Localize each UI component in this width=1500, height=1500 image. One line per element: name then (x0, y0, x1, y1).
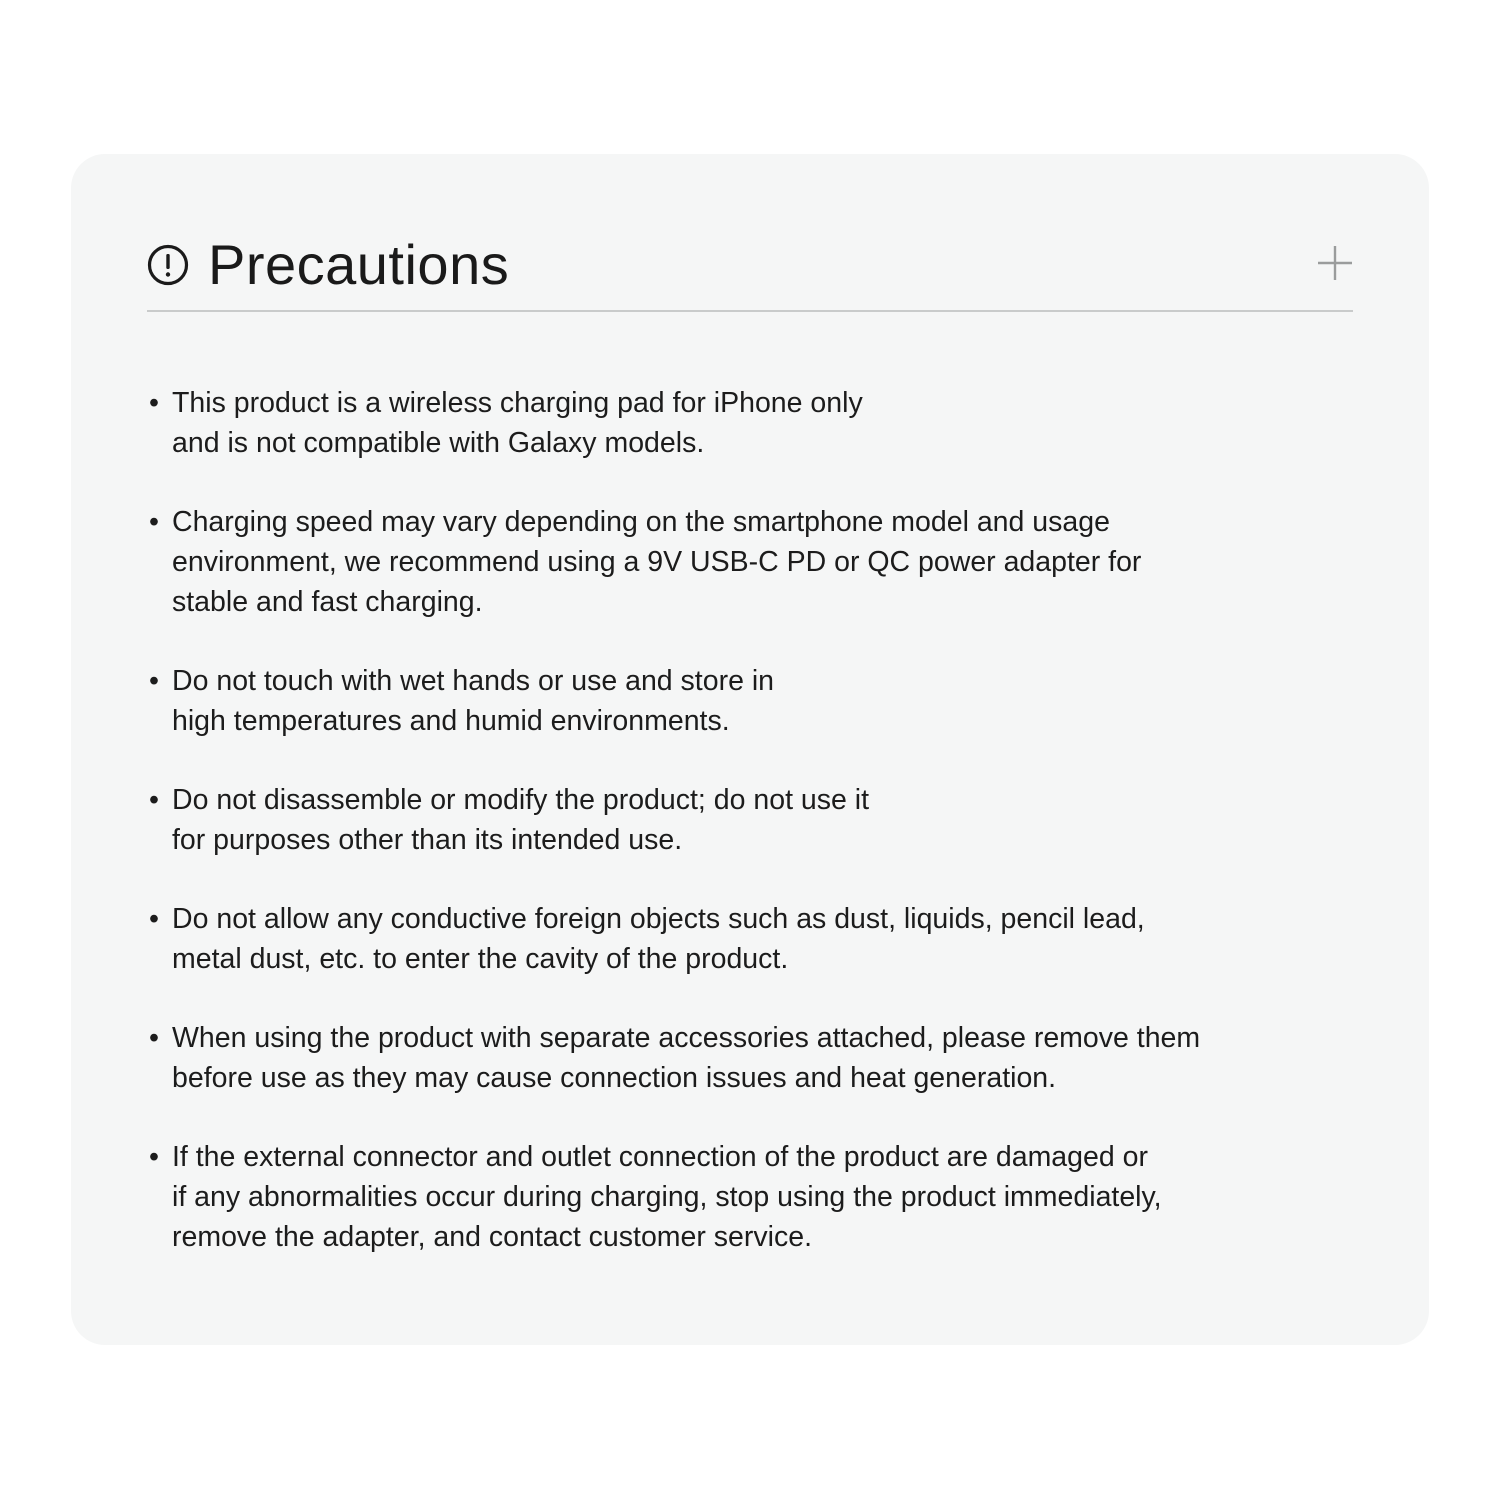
bullet-marker: • (149, 1022, 159, 1054)
bullet-marker: • (149, 665, 159, 697)
precaution-text-line: Do not allow any conductive foreign objects such as dust, liquids, pencil lead, (172, 903, 1145, 935)
precaution-text-line: When using the product with separate accessories attached, please remove them (172, 1022, 1201, 1054)
list-item (149, 780, 1369, 860)
precautions-header[interactable] (147, 232, 1353, 312)
precaution-text-line: If the external connector and outlet connection of the product are damaged or (172, 1141, 1148, 1173)
plus-icon[interactable] (1317, 245, 1353, 281)
list-item (149, 1018, 1369, 1098)
list-item (149, 899, 1369, 979)
precautions-list (149, 383, 1369, 1296)
precaution-text-line: environment, we recommend using a 9V USB-C PD or QC power adapter for (172, 546, 1142, 578)
list-item (149, 661, 1369, 741)
precaution-text-line: high temperatures and humid environments. (172, 705, 730, 737)
precaution-text-line: metal dust, etc. to enter the cavity of the product. (172, 943, 789, 975)
precaution-text-line: stable and fast charging. (172, 586, 483, 618)
precaution-text-line: Do not disassemble or modify the product; do not use it (172, 784, 870, 816)
list-item (149, 383, 1369, 463)
precaution-text-line: Do not touch with wet hands or use and store in (172, 665, 775, 697)
bullet-marker: • (149, 387, 159, 419)
precaution-text-line: Charging speed may vary depending on the smartphone model and usage (172, 506, 1110, 538)
bullet-marker: • (149, 903, 159, 935)
section-title: Precautions (208, 233, 510, 296)
precaution-text-line: remove the adapter, and contact customer service. (172, 1221, 812, 1253)
bullet-marker: • (149, 506, 159, 538)
exclamation-circle-icon (147, 244, 189, 286)
list-item (149, 1137, 1369, 1257)
precaution-text-line: This product is a wireless charging pad for iPhone only (172, 387, 863, 419)
precaution-text-line: before use as they may cause connection issues and heat generation. (172, 1062, 1057, 1094)
precautions-card (71, 154, 1429, 1345)
bullet-marker: • (149, 784, 159, 816)
list-item (149, 502, 1369, 622)
precaution-text-line: for purposes other than its intended use. (172, 824, 683, 856)
bullet-marker: • (149, 1141, 159, 1173)
precaution-text-line: and is not compatible with Galaxy models. (172, 427, 705, 459)
precaution-text-line: if any abnormalities occur during charging, stop using the product immediately, (172, 1181, 1162, 1213)
